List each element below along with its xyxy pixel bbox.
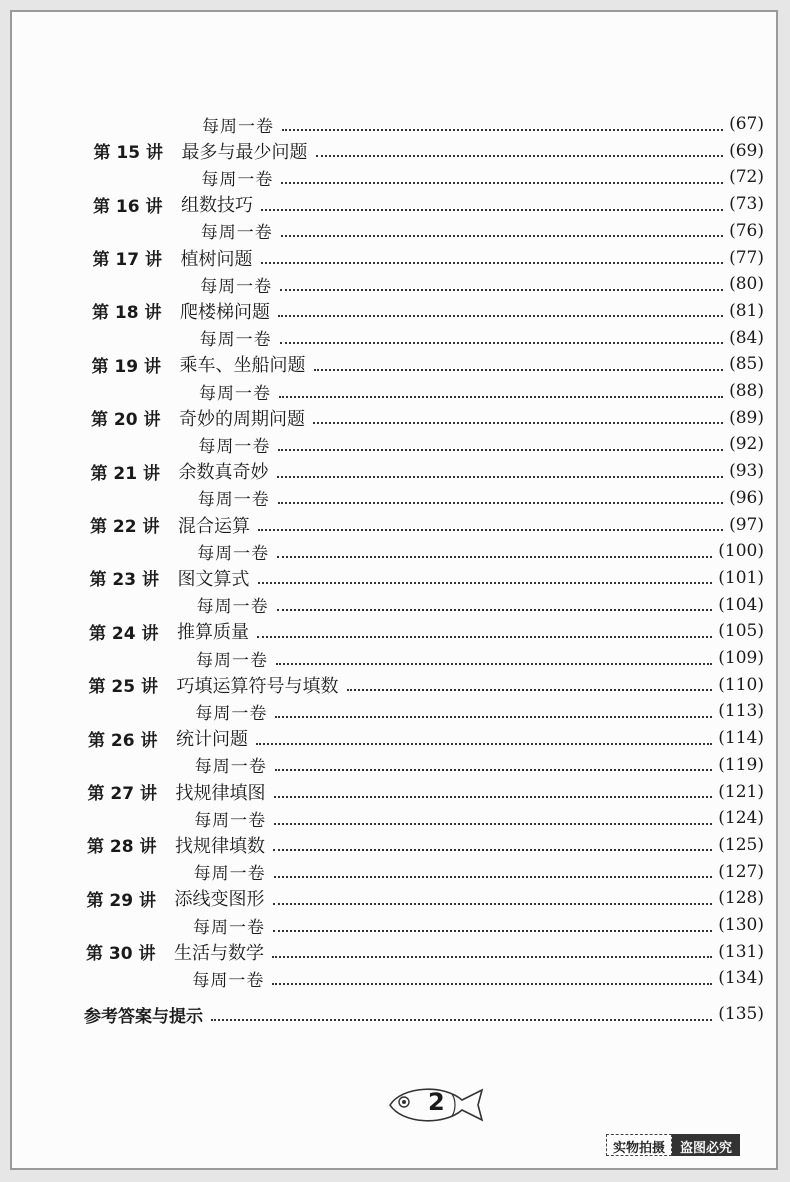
stamp-left: 实物拍摄 — [606, 1134, 672, 1156]
lecture-title: 巧填运算符号与填数 — [176, 675, 339, 697]
dot-leader — [258, 581, 713, 584]
weekly-label: 每周一卷 — [199, 383, 271, 404]
lecture-title: 找规律填图 — [175, 782, 266, 804]
toc-weekly-row — [200, 326, 764, 350]
dot-leader — [275, 715, 712, 718]
lecture-page: (97) — [729, 514, 764, 535]
weekly-page: (127) — [718, 861, 764, 882]
dot-leader — [261, 208, 723, 211]
dot-leader — [275, 768, 712, 771]
lecture-page: (93) — [729, 461, 764, 482]
lecture-number: 第 25 讲 — [88, 677, 158, 698]
dot-leader — [347, 688, 713, 691]
lecture-page: (128) — [718, 888, 764, 909]
toc-weekly-row — [194, 806, 764, 830]
watermark-stamp — [606, 1134, 740, 1156]
lecture-page: (73) — [729, 194, 764, 215]
lecture-page: (114) — [718, 728, 764, 749]
toc-weekly-row — [197, 539, 764, 563]
dot-leader — [280, 341, 723, 344]
lecture-number: 第 22 讲 — [90, 517, 160, 537]
weekly-page: (130) — [718, 915, 764, 935]
dot-leader — [281, 181, 723, 184]
lecture-number: 第 18 讲 — [92, 303, 162, 324]
dot-leader — [257, 635, 712, 638]
dot-leader — [273, 929, 712, 932]
toc-lecture-row — [87, 886, 765, 910]
lecture-title: 混合运算 — [178, 515, 250, 537]
book-page — [10, 10, 778, 1170]
toc-answers-row — [84, 1002, 764, 1026]
toc-lecture-row — [91, 459, 765, 483]
lecture-number: 第 21 讲 — [90, 463, 160, 484]
toc-lecture-row — [89, 619, 764, 643]
lecture-page: (85) — [729, 354, 764, 375]
weekly-label: 每周一卷 — [196, 650, 268, 671]
dot-leader — [279, 395, 723, 398]
toc-lecture-row — [94, 139, 765, 163]
toc-weekly-row — [194, 860, 764, 884]
dot-leader — [278, 501, 723, 504]
lecture-page: (121) — [718, 781, 764, 802]
lecture-number: 第 26 讲 — [88, 730, 158, 751]
lecture-title: 找规律填数 — [175, 835, 265, 857]
weekly-page: (109) — [718, 648, 764, 668]
weekly-label: 每周一卷 — [199, 330, 272, 351]
dot-leader — [274, 822, 712, 825]
toc-lecture-row — [91, 406, 764, 430]
weekly-label: 每周一卷 — [193, 864, 266, 885]
weekly-page: (113) — [718, 701, 764, 722]
weekly-label: 每周一卷 — [201, 169, 274, 190]
weekly-label: 每周一卷 — [194, 757, 267, 778]
weekly-label: 每周一卷 — [196, 597, 269, 618]
weekly-page: (92) — [729, 434, 764, 455]
toc-lecture-row — [92, 352, 765, 376]
weekly-label: 每周一卷 — [200, 223, 273, 244]
toc-lecture-row — [93, 192, 764, 216]
toc-weekly-row — [195, 753, 764, 777]
dot-leader — [261, 261, 724, 264]
dot-leader — [276, 662, 712, 665]
dot-leader — [277, 475, 724, 478]
lecture-title: 植树问题 — [180, 248, 253, 270]
dot-leader — [277, 555, 712, 558]
lecture-title: 统计问题 — [176, 729, 248, 751]
lecture-number: 第 30 讲 — [86, 944, 156, 965]
toc-weekly-row — [199, 379, 764, 403]
dot-leader — [256, 742, 712, 745]
answers-page: (135) — [718, 1004, 764, 1024]
lecture-number: 第 27 讲 — [87, 784, 157, 804]
weekly-page: (84) — [729, 327, 764, 348]
weekly-label: 每周一卷 — [194, 810, 267, 831]
toc-weekly-row — [193, 913, 764, 937]
toc-lecture-row — [90, 566, 765, 590]
weekly-page: (80) — [729, 274, 764, 295]
lecture-title: 最多与最少问题 — [181, 141, 308, 163]
toc-weekly-row — [198, 432, 764, 456]
lecture-number: 第 23 讲 — [89, 570, 159, 591]
toc-lecture-row — [92, 299, 764, 323]
toc-lecture-row — [88, 780, 765, 804]
lecture-title: 添线变图形 — [174, 889, 265, 911]
toc-weekly-row — [197, 593, 764, 617]
lecture-page: (69) — [729, 140, 764, 161]
lecture-title: 图文算式 — [177, 568, 250, 590]
answers-title: 参考答案与提示 — [84, 1006, 203, 1027]
lecture-page: (89) — [729, 407, 764, 428]
weekly-page: (124) — [718, 808, 764, 829]
weekly-page: (119) — [718, 754, 764, 775]
weekly-label: 每周一卷 — [197, 490, 270, 511]
dot-leader — [277, 608, 713, 611]
toc-weekly-row — [195, 699, 764, 723]
lecture-title: 余数真奇妙 — [178, 462, 269, 484]
page-number-badge — [382, 1080, 502, 1130]
stamp-right: 盗图必究 — [672, 1134, 740, 1156]
lecture-title: 推算质量 — [177, 622, 249, 644]
lecture-number: 第 28 讲 — [87, 837, 157, 858]
weekly-page: (88) — [729, 381, 764, 401]
lecture-number: 第 16 讲 — [93, 196, 163, 217]
dot-leader — [313, 421, 723, 424]
toc-lecture-row — [90, 513, 764, 537]
lecture-title: 生活与数学 — [174, 942, 264, 964]
weekly-page: (76) — [729, 220, 764, 241]
weekly-page: (134) — [718, 968, 764, 989]
lecture-number: 第 17 讲 — [92, 250, 162, 270]
weekly-label: 每周一卷 — [198, 436, 271, 457]
weekly-label: 每周一卷 — [192, 970, 265, 991]
dot-leader — [211, 1018, 712, 1021]
lecture-page: (131) — [718, 941, 764, 962]
weekly-label: 每周一卷 — [202, 116, 274, 137]
page-number: 2 — [428, 1088, 445, 1116]
toc-lecture-row — [87, 833, 764, 857]
lecture-page: (105) — [718, 621, 764, 642]
dot-leader — [282, 128, 723, 131]
toc-weekly-row — [201, 219, 764, 243]
dot-leader — [272, 955, 712, 958]
toc-weekly-row — [198, 486, 764, 510]
weekly-page: (96) — [729, 487, 764, 508]
dot-leader — [281, 234, 723, 237]
lecture-page: (81) — [729, 300, 764, 321]
lecture-page: (77) — [729, 247, 764, 268]
lecture-page: (101) — [718, 567, 764, 588]
dot-leader — [258, 528, 723, 531]
toc-lecture-row — [89, 673, 765, 697]
lecture-number: 第 20 讲 — [91, 410, 161, 431]
lecture-title: 奇妙的周期问题 — [179, 408, 305, 430]
dot-leader — [314, 368, 724, 371]
weekly-label: 每周一卷 — [195, 703, 268, 724]
lecture-number: 第 19 讲 — [91, 356, 161, 377]
lecture-number: 第 15 讲 — [93, 143, 163, 164]
dot-leader — [272, 982, 712, 985]
dot-leader — [274, 795, 713, 798]
dot-leader — [278, 448, 723, 451]
lecture-page: (110) — [718, 674, 764, 695]
weekly-label: 每周一卷 — [200, 276, 273, 297]
weekly-label: 每周一卷 — [193, 917, 265, 938]
toc-weekly-row — [202, 112, 764, 136]
weekly-page: (104) — [718, 594, 764, 615]
lecture-title: 组数技巧 — [181, 195, 253, 217]
weekly-label: 每周一卷 — [197, 543, 270, 564]
weekly-page: (100) — [718, 541, 764, 562]
toc-weekly-row — [201, 165, 764, 189]
dot-leader — [278, 314, 723, 317]
toc-lecture-row — [86, 940, 764, 964]
dot-leader — [316, 154, 724, 157]
lecture-number: 第 29 讲 — [86, 890, 156, 911]
lecture-number: 第 24 讲 — [89, 623, 159, 644]
weekly-page: (67) — [729, 114, 764, 134]
lecture-title: 爬楼梯问题 — [180, 301, 270, 323]
toc-lecture-row — [88, 726, 764, 750]
lecture-page: (125) — [718, 834, 764, 855]
toc-lecture-row — [93, 246, 765, 270]
weekly-page: (72) — [729, 167, 764, 188]
dot-leader — [274, 875, 713, 878]
toc-weekly-row — [200, 272, 764, 296]
toc-weekly-row — [196, 646, 764, 670]
lecture-title: 乘车、坐船问题 — [179, 355, 306, 377]
dot-leader — [273, 902, 713, 905]
toc-weekly-row — [192, 966, 764, 990]
dot-leader — [280, 288, 723, 291]
dot-leader — [273, 848, 712, 851]
